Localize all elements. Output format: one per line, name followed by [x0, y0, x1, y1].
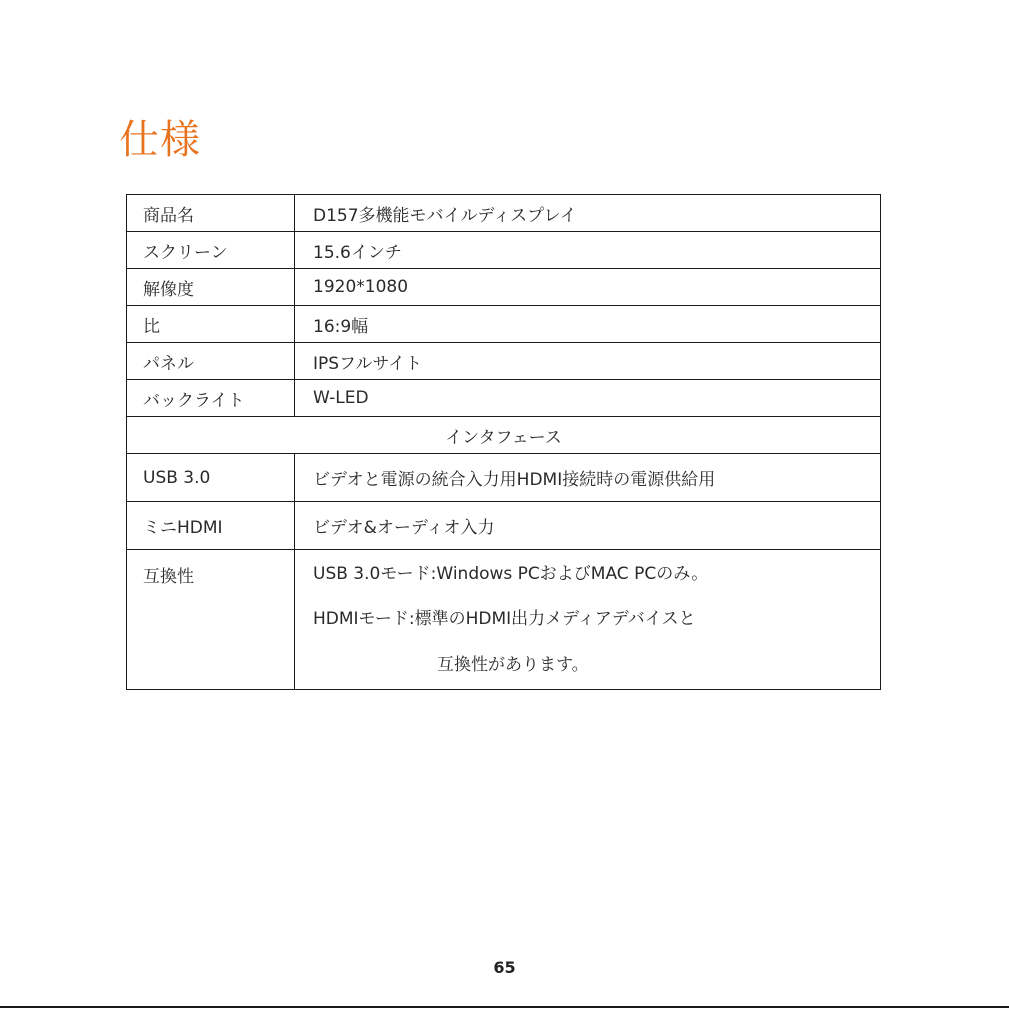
row-value-usb: ビデオと電源の統合入力用HDMI接続時の電源供給用 — [295, 454, 881, 502]
row-label-mini-hdmi: ミニHDMI — [127, 502, 295, 550]
table-row — [127, 380, 881, 417]
row-label-usb: USB 3.0 — [127, 454, 295, 502]
row-label-ratio: 比 — [127, 306, 295, 343]
table-row — [127, 343, 881, 380]
row-value-resolution: 1920*1080 — [295, 269, 881, 306]
table-row — [127, 306, 881, 343]
row-value-ratio: 16:9幅 — [295, 306, 881, 343]
row-label-product-name: 商品名 — [127, 195, 295, 232]
spec-table — [126, 194, 881, 690]
table-row — [127, 195, 881, 232]
footer-divider — [0, 1006, 1009, 1008]
row-value-product-name: D157多機能モバイルディスプレイ — [295, 195, 881, 232]
row-value-mini-hdmi: ビデオ&オーディオ入力 — [295, 502, 881, 550]
row-label-compatibility: 互換性 — [127, 550, 295, 690]
table-section-row — [127, 417, 881, 454]
row-label-backlight: バックライト — [127, 380, 295, 417]
row-value-compatibility — [295, 550, 881, 690]
table-row — [127, 454, 881, 502]
compat-line-usb: USB 3.0モード:Windows PCおよびMAC PCのみ。 — [313, 564, 709, 584]
table-row — [127, 269, 881, 306]
row-label-panel: パネル — [127, 343, 295, 380]
row-label-resolution: 解像度 — [127, 269, 295, 306]
compat-line-continuation: 互換性があります。 — [437, 655, 589, 675]
table-row — [127, 550, 881, 690]
row-value-backlight: W-LED — [295, 380, 881, 417]
row-value-panel: IPSフルサイト — [295, 343, 881, 380]
page-title: 仕様 — [119, 117, 201, 163]
table-row — [127, 232, 881, 269]
interface-section-header: インタフェース — [127, 417, 881, 454]
table-row — [127, 502, 881, 550]
row-label-screen: スクリーン — [127, 232, 295, 269]
row-value-screen: 15.6インチ — [295, 232, 881, 269]
compat-line-hdmi: HDMIモード:標準のHDMI出力メディアデバイスと — [313, 609, 696, 629]
page-number: 65 — [493, 958, 516, 977]
